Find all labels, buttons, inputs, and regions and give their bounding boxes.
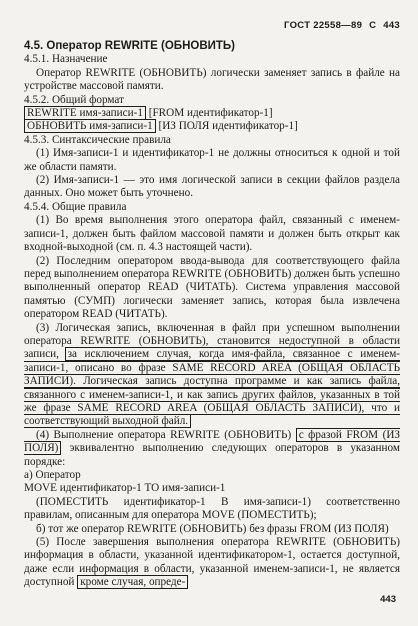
- page-letter: С: [369, 20, 377, 31]
- syntax-rule-1: (1) Имя-записи-1 и идентификатор-1 не должны относиться к одной и той же области памяти.: [24, 147, 400, 173]
- rule-3-boxed: за исключением случая, когда имя-файла, связанное с именем-записи-1, описано во фразе SAME RECORD AREA (ОБЩАЯ ОБЛАСТЬ ЗАПИСИ). Логическая запись доступна программе и как запись файла, связанного с именем-записи-1, и как запись других файлов, указанных в той же фразе SAME RECORD AREA (ОБЩАЯ ОБЛАСТЬ ЗАПИСИ), что и соответствующий выходной файл.: [24, 348, 401, 428]
- standard-number: ГОСТ 22558—89: [284, 20, 363, 31]
- syntax-rule-2: (2) Имя-записи-1 — это имя логической записи в секции файлов раздела данных. Оно может быть уточнено.: [24, 174, 400, 200]
- rule-4-move-ru: (ПОМЕСТИТЬ идентификатор-1 В имя-записи-1) соответственно правилам, описанным для оператора MOVE (ПОМЕСТИТЬ);: [24, 495, 400, 522]
- rule-5-box: кроме случая, опреде-: [77, 575, 188, 589]
- general-rule-1: (1) Во время выполнения этого оператора файл, связанный с именем-записи-1, должен быть файлом массовой памяти и должен быть открыт как входной-выходной (см. п. 4.3 настоящей части).: [24, 214, 400, 254]
- format-heading: 4.5.2. Общий формат: [24, 93, 124, 106]
- rule-4-rest: эквивалентно выполнению следующих операторов в указанном порядке:: [24, 442, 400, 468]
- rule-3-intro: (3) Логическая запись, включенная в файл при успешном выполнении оператора REWRITE (ОБНОВИТЬ), становится недоступной в области записи,: [24, 321, 400, 361]
- section-title: 4.5. Оператор REWRITE (ОБНОВИТЬ): [24, 40, 236, 52]
- syntax-heading: 4.5.3. Синтаксические правила: [24, 133, 171, 146]
- general-rule-5: [24, 536, 400, 590]
- rule-4-item-b: б) тот же оператор REWRITE (ОБНОВИТЬ) без фразы FROM (ИЗ ПОЛЯ): [36, 522, 389, 535]
- general-rule-2: (2) Последним оператором ввода-вывода для соответствующего файла перед выполнением оператора REWRITE (ОБНОВИТЬ) должен быть успешно выполненный оператор READ (ЧИТАТЬ). Система управления массовой памятью (СУМП) логически заменяет запись, которая была извлечена оператором READ (ЧИТАТЬ).: [24, 254, 400, 321]
- purpose-heading: 4.5.1. Назначение: [24, 53, 108, 66]
- page-header: [280, 20, 400, 31]
- general-heading: 4.5.4. Общие правила: [24, 200, 127, 213]
- from-clause: [FROM идентификатор-1]: [148, 107, 273, 120]
- section-body: [24, 40, 400, 590]
- iz-polya-clause: [ИЗ ПОЛЯ идентификатор-1]: [158, 120, 298, 133]
- format-line-1: [24, 107, 400, 120]
- rewrite-box: REWRITE имя-записи-1: [24, 106, 146, 120]
- rule-4-item-a: а) Оператор: [24, 469, 81, 481]
- obnovit-box: ОБНОВИТЬ имя-записи-1: [24, 119, 156, 133]
- rule-4-intro: (4) Выполнение оператора REWRITE (ОБНОВИТЬ): [36, 428, 292, 441]
- general-rule-3: [24, 322, 400, 429]
- header-page-number: 443: [383, 20, 400, 31]
- rule-4-move: MOVE идентификатор-1 TO имя-записи-1: [24, 482, 226, 495]
- rule-4-from-box: с фразой FROM (ИЗ ПОЛЯ): [24, 428, 401, 455]
- rule-5-text: (5) После завершения выполнения оператора REWRITE (ОБНОВИТЬ) информация в области, указанной идентификатором-1, остается доступной, даже если информация в области, указанной именем-записи-1, не является доступной: [24, 536, 400, 589]
- format-line-2: [24, 120, 400, 133]
- purpose-text: Оператор REWRITE (ОБНОВИТЬ) логически заменяет запись в файле на устройстве массовой памяти.: [24, 66, 400, 93]
- general-rule-4: [24, 429, 400, 469]
- page-footer-number: 443: [380, 594, 396, 605]
